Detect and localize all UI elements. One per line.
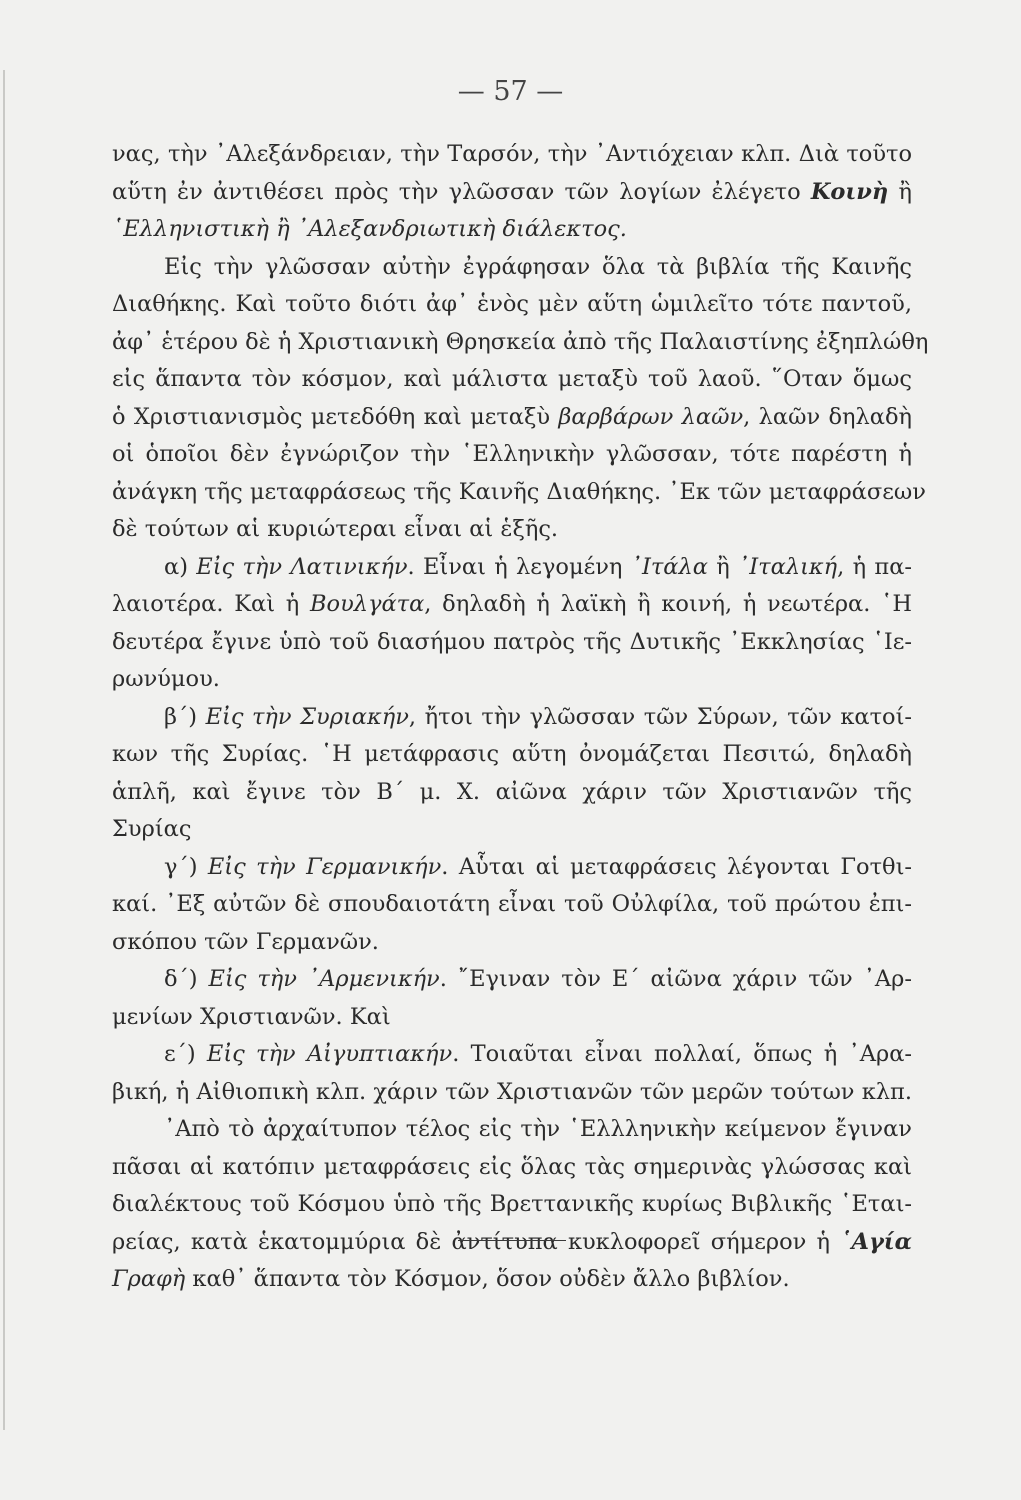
text-line: κων τῆς Συρίας. ῾Η μετάφρασις αὕτη ὀνομάζεται Πεσιτώ, δηλαδὴ — [112, 741, 912, 767]
term-scripture: Γραφὴ — [112, 1266, 186, 1292]
text-line: καί. ᾿Εξ αὐτῶν δὲ σπουδαιοτάτη εἶναι τοῦ Οὐλφίλα, τοῦ πρώτου ἐπι- — [112, 891, 912, 917]
list-item-a: α) Εἰς τὴν Λατινικήν. Εἶναι ἡ λεγομένη ᾿Ιτάλα ἢ ᾿Ιταλική, ἡ πα- — [164, 553, 913, 580]
page-edge-shadow — [3, 70, 5, 1430]
text-line: αὕτη ἐν ἀντιθέσει πρὸς τὴν γλῶσσαν τῶν λογίων ἐλέγετο Κοινὴ ἢ — [112, 178, 912, 205]
text-line: διαλέκτους τοῦ Κόσμου ὑπὸ τῆς Βρεττανικῆς κυρίως Βιβλικῆς ῾Εται- — [112, 1191, 912, 1217]
text-line: ἀφ᾿ ἑτέρου δὲ ἡ Χριστιανικὴ Θρησκεία ἀπὸ τῆς Παλαιστίνης ἐξηπλώθη — [112, 328, 929, 355]
closing-rule — [458, 1240, 566, 1241]
text-line: ὁ Χριστιανισμὸς μετεδόθη καὶ μεταξὺ βαρβάρων λαῶν, λαῶν δηλαδὴ — [112, 403, 912, 430]
text-line: σκόπου τῶν Γερμανῶν. — [112, 928, 379, 955]
list-item-d: δ΄) Εἰς τὴν ᾿Αρμενικήν. ῎Εγιναν τὸν Ε΄ αἰῶνα χάριν τῶν ᾿Αρ- — [164, 966, 912, 992]
list-item-e: ε΄) Εἰς τὴν Αἰγυπτιακήν. Τοιαῦται εἶναι πολλαί, ὅπως ἡ ᾿Αρα- — [164, 1041, 912, 1067]
text-line: Συρίας — [112, 816, 192, 842]
text-line: δευτέρα ἔγινε ὑπὸ τοῦ διασήμου πατρὸς τῆς Δυτικῆς ᾿Εκκλησίας ῾Ιε- — [112, 628, 912, 655]
text-line: λαιοτέρα. Καὶ ἡ Βουλγάτα, δηλαδὴ ἡ λαϊκὴ ἢ κοινή, ἡ νεωτέρα. ῾Η — [112, 591, 912, 617]
text-line: ρωνύμου. — [112, 666, 220, 692]
text-line: εἰς ἅπαντα τὸν κόσμον, καὶ μάλιστα μεταξὺ τοῦ λαοῦ. ῞Οταν ὅμως — [112, 366, 912, 392]
text-line — [112, 211, 912, 249]
page-number: — 57 — — [457, 76, 564, 107]
text-line: Διαθήκης. Καὶ τοῦτο διότι ἀφ᾿ ἑνὸς μὲν αὕτη ὡμιλεῖτο τότε παντοῦ, — [112, 291, 912, 317]
text-line: οἱ ὁποῖοι δὲν ἐγνώριζον τὴν ῾Ελληνικὴν γλῶσσαν, τότε παρέστη ἡ — [112, 441, 912, 467]
term-barbarians: βαρβάρων λαῶν — [558, 403, 744, 430]
term-koine: Κοινὴ — [810, 178, 889, 205]
list-item-c: γ΄) Εἰς τὴν Γερμανικήν. Αὗται αἱ μεταφράσεις λέγονται Γοτθι- — [164, 853, 912, 880]
text-line: νας, τὴν ᾿Αλεξάνδρειαν, τὴν Ταρσόν, τὴν ᾿Αντιόχειαν κλπ. Διὰ τοῦτο — [112, 141, 912, 167]
term-holy: ῾Αγία — [840, 1228, 912, 1255]
term-hellenistic: ῾Ελληνιστικὴ ἢ ᾿Αλεξανδριωτικὴ διάλεκτος. — [112, 216, 627, 242]
text-line: ρείας, κατὰ ἑκατομμύρια δὲ ἀντίτυπα κυκλοφορεῖ σήμερον ἡ ῾Αγία — [112, 1228, 912, 1255]
text-line: Γραφὴ καθ᾿ ἅπαντα τὸν Κόσμον, ὅσον οὐδὲν ἄλλο βιβλίον. — [112, 1266, 790, 1292]
text-line: δὲ τούτων αἱ κυριώτεραι εἶναι αἱ ἑξῆς. — [112, 516, 559, 542]
text-line: πᾶσαι αἱ κατόπιν μεταφράσεις εἰς ὅλας τὰς σημερινὰς γλώσσας καὶ — [112, 1153, 912, 1180]
text-line: ᾿Απὸ τὸ ἀρχαίτυπον τέλος εἰς τὴν ῾Ελλληνικὴν κείμενον ἔγιναν — [164, 1116, 912, 1142]
text-line: ἁπλῆ, καὶ ἔγινε τὸν Β΄ μ. Χ. αἰῶνα χάριν τῶν Χριστιανῶν τῆς — [112, 778, 912, 805]
body-text — [112, 136, 929, 1299]
text-line: ἀνάγκη τῆς μεταφράσεως τῆς Καινῆς Διαθήκης. ᾿Εκ τῶν μεταφράσεων — [112, 478, 926, 505]
text-line: βική, ἡ Αἰθιοπικὴ κλπ. χάριν τῶν Χριστιανῶν τῶν μερῶν τούτων κλπ. — [112, 1078, 912, 1105]
text-line: Εἰς τὴν γλῶσσαν αὐτὴν ἐγράφησαν ὅλα τὰ βιβλία τῆς Καινῆς — [164, 253, 912, 280]
text-line: μενίων Χριστιανῶν. Καὶ — [112, 1003, 391, 1030]
list-item-b: β΄) Εἰς τὴν Συριακήν, ἤτοι τὴν γλῶσσαν τῶν Σύρων, τῶν κατοί- — [164, 703, 912, 730]
